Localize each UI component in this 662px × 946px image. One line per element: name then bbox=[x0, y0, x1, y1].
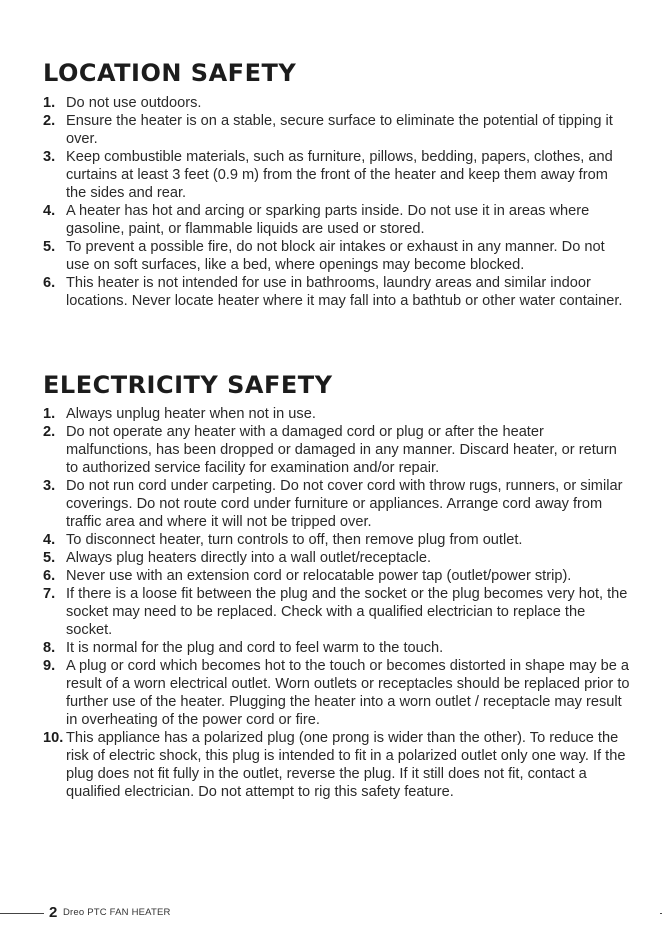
item-text: Never use with an extension cord or relocatable power tap (outlet/power strip). bbox=[66, 568, 572, 584]
item-text: Always unplug heater when not in use. bbox=[66, 406, 316, 422]
item-text: Do not run cord under carpeting. Do not cover cord with throw rugs, runners, or similar coverings. Do not route cord under furniture or appliances. Arrange cord away from traffic area and where it will not be tripped over. bbox=[66, 478, 623, 530]
list-item bbox=[43, 567, 631, 585]
item-text: Keep combustible materials, such as furniture, pillows, bedding, papers, clothes, and curtains at least 3 feet (0.9 m) from the front of the heater and keep them away from the sides and rear. bbox=[66, 149, 613, 201]
item-number: 2. bbox=[43, 113, 56, 129]
item-text: Do not use outdoors. bbox=[66, 95, 202, 111]
item-number: 10. bbox=[43, 730, 64, 746]
list-item bbox=[43, 148, 631, 202]
item-number: 5. bbox=[43, 239, 56, 255]
page-number: 2 bbox=[49, 904, 58, 921]
item-text: If there is a loose fit between the plug and the socket or the plug becomes very hot, the socket may need to be replaced. Check with a qualified electrician to replace the socket. bbox=[66, 586, 628, 638]
list-item bbox=[43, 405, 631, 423]
item-text: To prevent a possible fire, do not block air intakes or exhaust in any manner. Do not use on soft surfaces, like a bed, where openings may become blocked. bbox=[66, 239, 605, 273]
list-item bbox=[43, 112, 631, 148]
list-item bbox=[43, 657, 631, 729]
location-safety-title: LOCATION SAFETY bbox=[43, 59, 297, 87]
item-number: 8. bbox=[43, 640, 56, 656]
list-item bbox=[43, 274, 631, 310]
page-footer bbox=[0, 904, 662, 922]
list-item bbox=[43, 549, 631, 567]
item-text: Always plug heaters directly into a wall outlet/receptacle. bbox=[66, 550, 432, 566]
list-item bbox=[43, 423, 631, 477]
list-item bbox=[43, 94, 631, 112]
item-text: This appliance has a polarized plug (one prong is wider than the other). To reduce the risk of electric shock, this plug is intended to fit in a polarized outlet only one way. If the plug does not fit fully in the outlet, reverse the plug. If it still does not fit, contact a qualified electrician. Do not attempt to rig this safety feature. bbox=[66, 730, 626, 800]
electricity-safety-title: ELECTRICITY SAFETY bbox=[43, 371, 333, 399]
list-item bbox=[43, 202, 631, 238]
item-number: 5. bbox=[43, 550, 56, 566]
item-number: 6. bbox=[43, 275, 56, 291]
item-number: 3. bbox=[43, 149, 56, 165]
list-item bbox=[43, 585, 631, 639]
item-text: Do not operate any heater with a damaged cord or plug or after the heater malfunctions, has been dropped or damaged in any manner. Discard heater, or return to authorized service facility for examination and/or repair. bbox=[66, 424, 617, 476]
list-item bbox=[43, 238, 631, 274]
electricity-safety-list bbox=[43, 405, 631, 801]
item-text: A plug or cord which becomes hot to the touch or becomes distorted in shape may be a result of a worn electrical outlet. Worn outlets or receptacles should be replaced prior to further use of the heater. Plugging the heater into a worn outlet / receptacle may result in overheating of the power cord or fire. bbox=[66, 658, 630, 728]
item-number: 9. bbox=[43, 658, 56, 674]
list-item bbox=[43, 729, 631, 801]
item-number: 1. bbox=[43, 406, 56, 422]
item-text: A heater has hot and arcing or sparking parts inside. Do not use it in areas where gasoline, paint, or flammable liquids are used or stored. bbox=[66, 203, 590, 237]
list-item bbox=[43, 477, 631, 531]
item-number: 1. bbox=[43, 95, 56, 111]
footer-rule bbox=[0, 913, 44, 914]
list-item bbox=[43, 639, 631, 657]
location-safety-list bbox=[43, 94, 631, 310]
item-number: 4. bbox=[43, 532, 56, 548]
item-number: 7. bbox=[43, 586, 56, 602]
footer-brand: Dreo PTC FAN HEATER bbox=[63, 907, 171, 918]
item-number: 2. bbox=[43, 424, 56, 440]
item-number: 3. bbox=[43, 478, 56, 494]
list-item bbox=[43, 531, 631, 549]
item-text: It is normal for the plug and cord to feel warm to the touch. bbox=[66, 640, 444, 656]
item-text: To disconnect heater, turn controls to off, then remove plug from outlet. bbox=[66, 532, 523, 548]
item-text: This heater is not intended for use in bathrooms, laundry areas and similar indoor locations. Never locate heater where it may fall into a bathtub or other water container. bbox=[66, 275, 623, 309]
item-number: 4. bbox=[43, 203, 56, 219]
item-number: 6. bbox=[43, 568, 56, 584]
item-text: Ensure the heater is on a stable, secure surface to eliminate the potential of tipping it over. bbox=[66, 113, 613, 147]
